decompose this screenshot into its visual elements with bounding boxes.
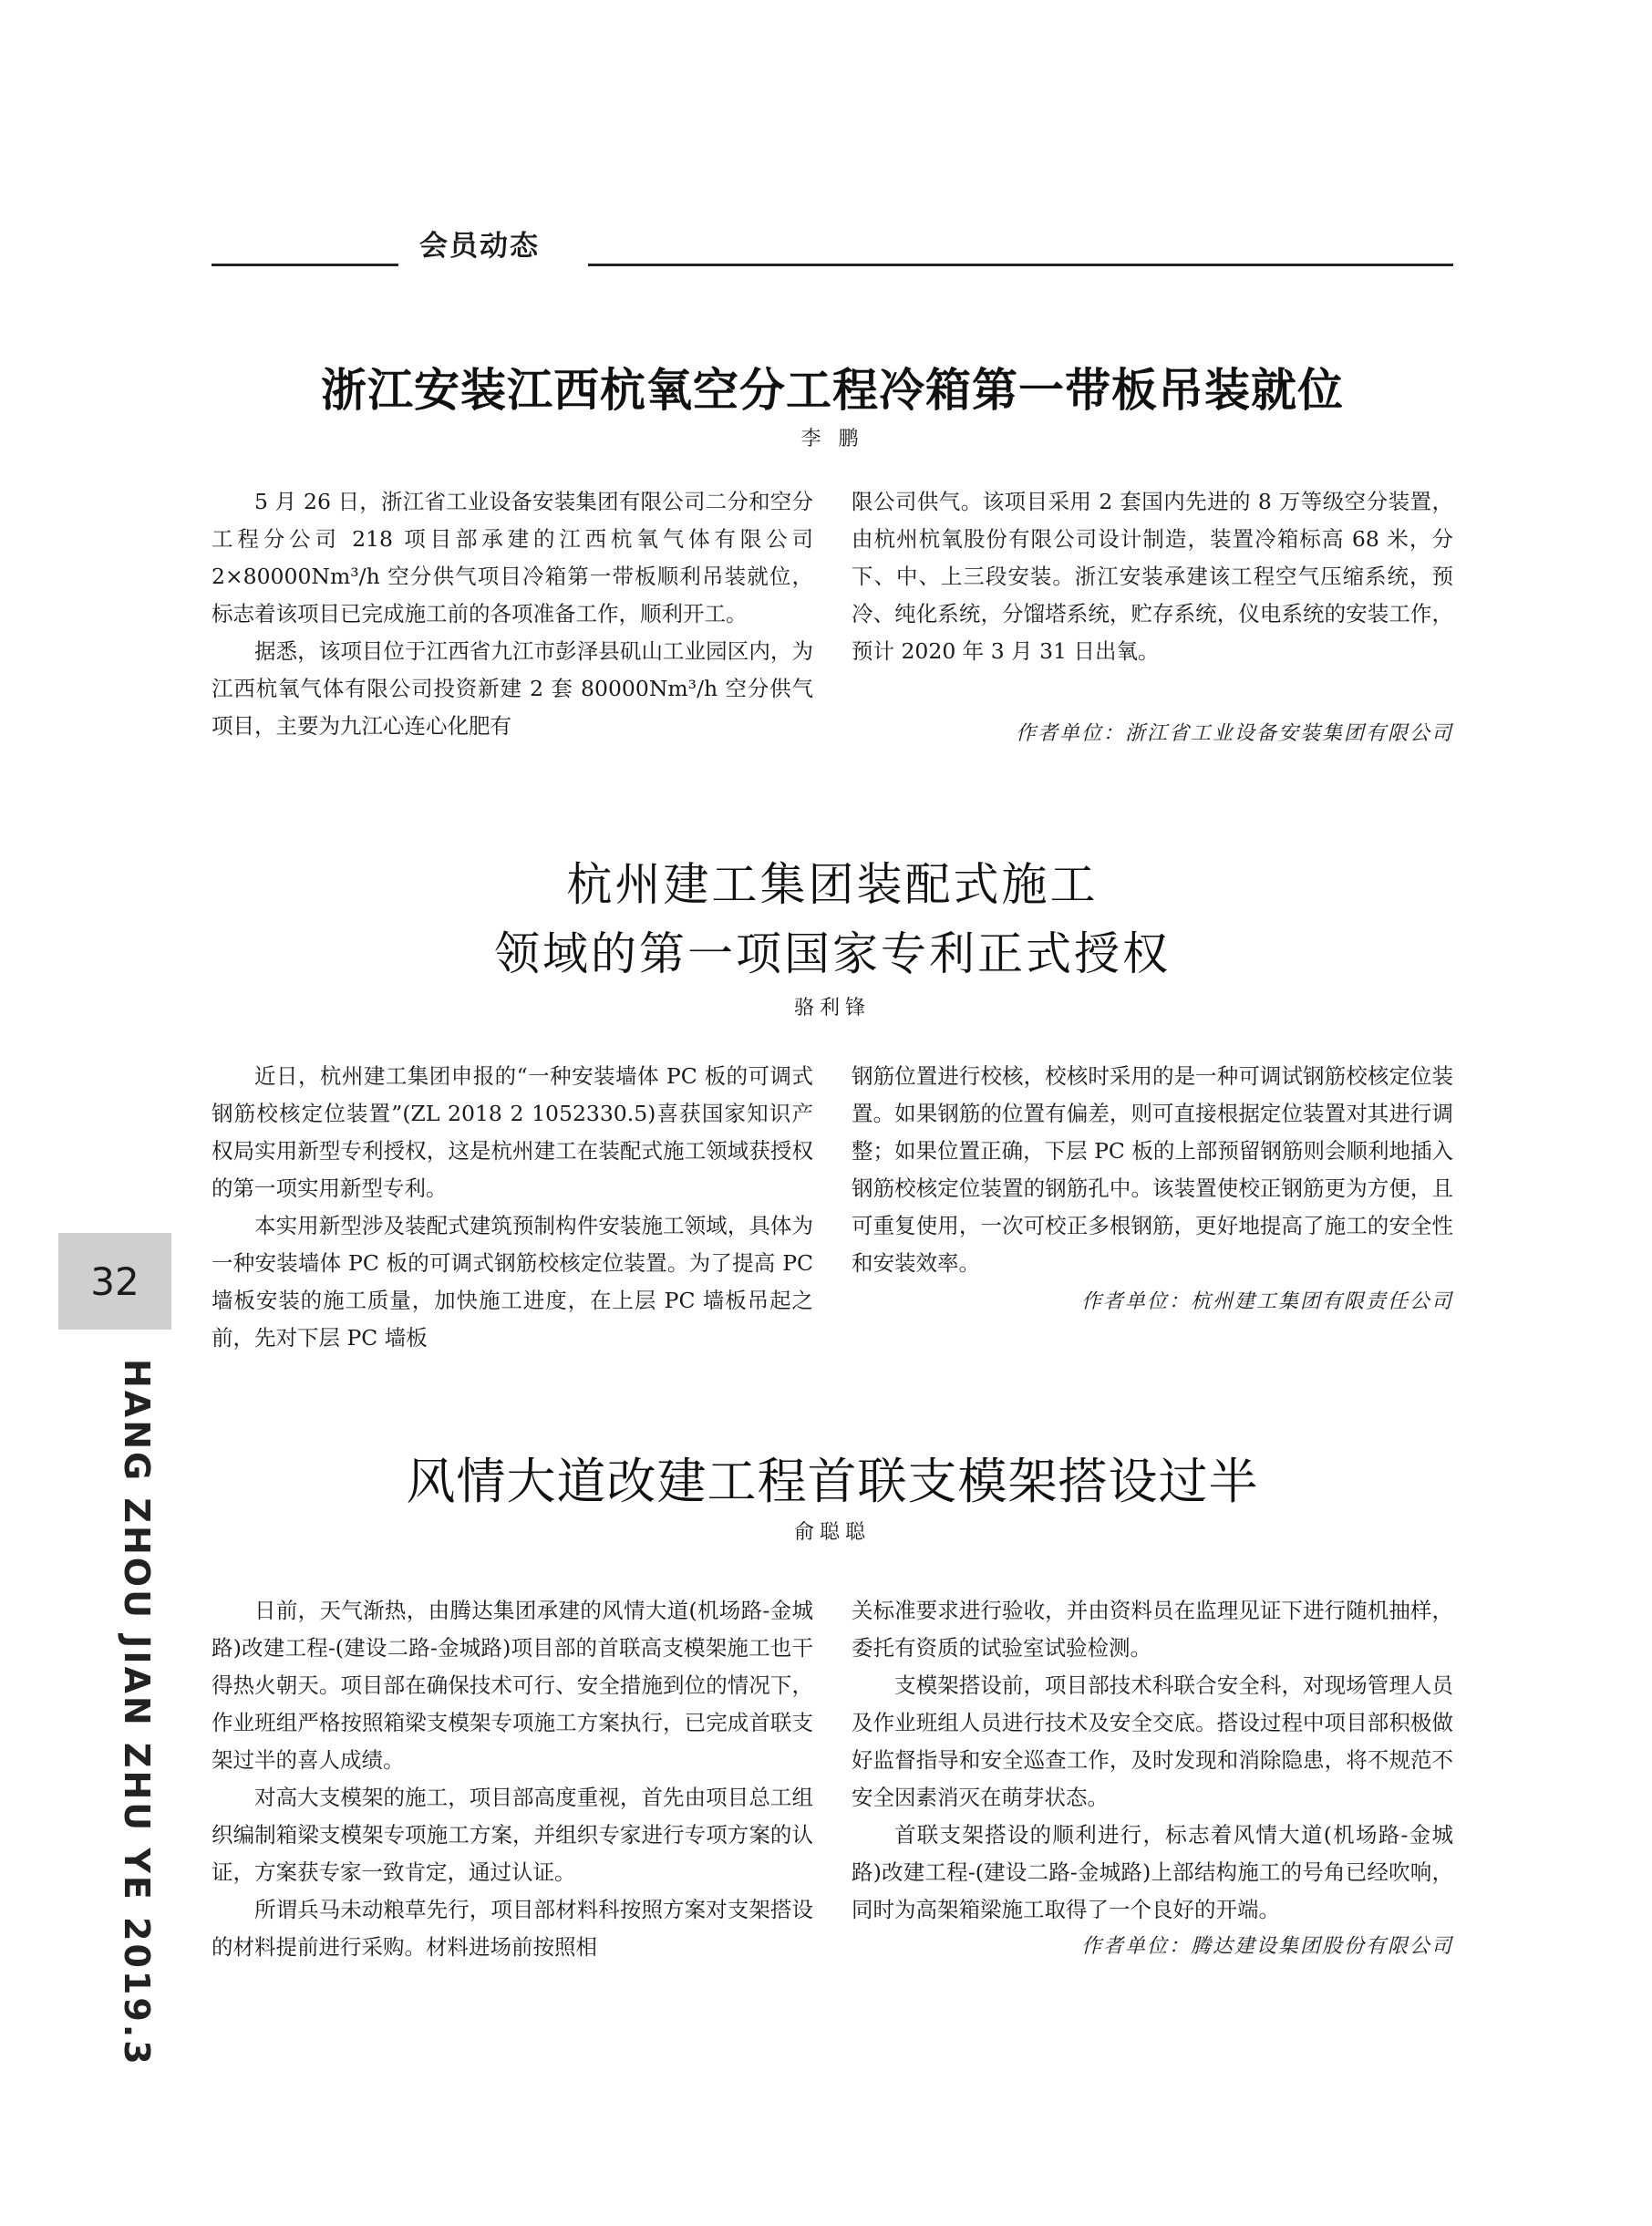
article-2-col-left: [212, 1058, 813, 1357]
article-1-title: 浙江安装江西杭氧空分工程冷箱第一带板吊装就位: [321, 363, 1344, 417]
article-1-body: [212, 483, 1453, 746]
article-3-body: [212, 1592, 1453, 1966]
article-2-title-line2: 领域的第一项国家专利正式授权: [494, 927, 1171, 980]
article-1-unit: 作者单位：浙江省工业设备安装集团有限公司: [1015, 722, 1453, 745]
article-2: [212, 850, 1453, 1351]
paragraph: 首联支架搭设的顺利进行，标志着风情大道(机场路-金城路)改建工程-(建设二路-金城路)上部结构施工的号角已经吹响，同时为高架箱梁施工取得了一个良好的开端。: [852, 1822, 1453, 1922]
article-3-unit: 作者单位：腾达建设集团股份有限公司: [1080, 1935, 1453, 1958]
paragraph: 钢筋位置进行校核，校核时采用的是一种可调试钢筋校核定位装置。如果钢筋的位置有偏差，则可直接根据定位装置对其进行调整；如果位置正确，下层 PC 板的上部预留钢筋则会顺利地插入钢筋校核定位装置的钢筋孔中。该装置使校正钢筋更为方便，且可重复使用，一次可校正多根钢筋，更好地提高了施工的安全性和安装效率。: [852, 1063, 1453, 1276]
page-number: 32: [58, 1233, 171, 1330]
paragraph: 所谓兵马未动粮草先行，项目部材料科按照方案对支架搭设的材料提前进行采购。材料进场前按照相: [212, 1897, 813, 1960]
header-rule-right: [588, 264, 1453, 266]
paragraph: 5 月 26 日，浙江省工业设备安装集团有限公司二分和空分工程分公司 218 项目部承建的江西杭氧气体有限公司 2×80000Nm³/h 空分供气项目冷箱第一带板顺利吊装就位，标志着该项目已完成施工前的各项准备工作，顺利开工。: [212, 489, 813, 626]
article-2-author: 骆利锋: [793, 997, 871, 1020]
paragraph: 据悉，该项目位于江西省九江市彭泽县矶山工业园区内，为江西杭氧气体有限公司投资新建 2 套 80000Nm³/h 空分供气项目，主要为九江心连心化肥有: [212, 638, 813, 739]
article-1: [212, 354, 1453, 745]
article-3-col-left: [212, 1592, 813, 1966]
article-3-author: 俞聪聪: [793, 1521, 871, 1544]
article-2-body: [212, 1058, 1453, 1357]
article-2-unit: 作者单位：杭州建工集团有限责任公司: [1080, 1290, 1453, 1313]
article-3-col-right: [852, 1592, 1453, 1966]
article-3: [212, 1443, 1453, 1960]
paragraph: 关标准要求进行验收，并由资料员在监理见证下进行随机抽样，委托有资质的试验室试验检测。: [852, 1598, 1453, 1661]
section-header: [212, 215, 1453, 270]
article-2-col-right: [852, 1058, 1453, 1357]
article-2-title-line1: 杭州建工集团装配式施工: [566, 858, 1099, 911]
paragraph: 限公司供气。该项目采用 2 套国内先进的 8 万等级空分装置，由杭州杭氧股份有限公司设计制造，装置冷箱标高 68 米，分下、中、上三段安装。浙江安装承建该工程空气压缩系统，预冷、纯化系统，分馏塔系统，贮存系统，仪电系统的安装工作，预计 2020 年 3 月 31 日出氧。: [852, 489, 1453, 664]
paragraph: 支模架搭设前，项目部技术科联合安全科，对现场管理人员及作业班组人员进行技术及安全交底。搭设过程中项目部积极做好监督指导和安全巡查工作，及时发现和消除隐患，将不规范不安全因素消灭在萌芽状态。: [852, 1672, 1453, 1810]
header-rule-left: [212, 264, 398, 266]
section-label: 会员动态: [419, 230, 540, 263]
article-1-col-right: [852, 483, 1453, 746]
paragraph: 日前，天气渐热，由腾达集团承建的风情大道(机场路-金城路)改建工程-(建设二路-金城路)项目部的首联高支模架施工也干得热火朝天。项目部在确保技术可行、安全措施到位的情况下，作业班组严格按照箱梁支模架专项施工方案执行，已完成首联支架过半的喜人成绩。: [212, 1598, 813, 1773]
paragraph: 对高大支模架的施工，项目部高度重视，首先由项目总工组织编制箱梁支模架专项施工方案，并组织专家进行专项方案的认证，方案获专家一致肯定，通过认证。: [212, 1785, 813, 1885]
paragraph: 本实用新型涉及装配式建筑预制构件安装施工领域，具体为一种安装墙体 PC 板的可调式钢筋校核定位装置。为了提高 PC 墙板安装的施工质量，加快施工进度，在上层 PC 墙板吊起之前，先对下层 PC 墙板: [212, 1213, 813, 1351]
article-1-col-left: [212, 483, 813, 746]
paragraph: 近日，杭州建工集团申报的“一种安装墙体 PC 板的可调式钢筋校核定位装置”(ZL 2018 2 1052330.5)喜获国家知识产权局实用新型专利授权，这是杭州建工在装配式施工领域获授权的第一项实用新型专利。: [212, 1063, 813, 1201]
journal-name-vertical: HANG ZHOU JIAN ZHU YE 2019.3: [117, 1359, 157, 2067]
article-3-title: 风情大道改建工程首联支模架搭设过半: [406, 1453, 1259, 1510]
article-1-author: 李 鹏: [800, 428, 864, 450]
